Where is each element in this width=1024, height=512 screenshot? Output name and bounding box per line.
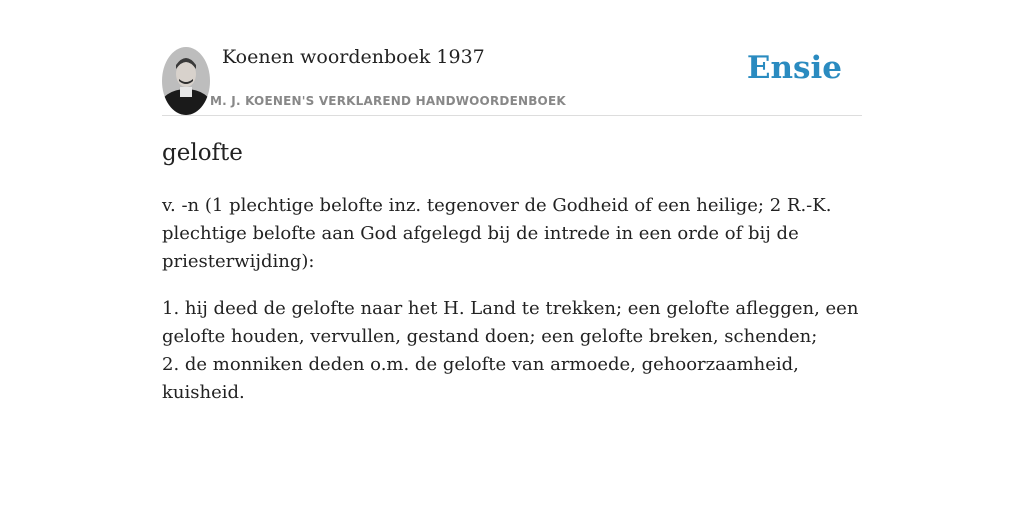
source-title[interactable]: Koenen woordenboek 1937 — [222, 46, 485, 68]
source-header — [162, 0, 862, 116]
portrait-photo-icon — [162, 47, 210, 115]
ensie-logo-link[interactable]: Ensie — [746, 50, 842, 86]
dictionary-page — [162, 0, 862, 512]
source-subtitle: M. J. KOENEN'S VERKLAREND HANDWOORDENBOEK — [210, 94, 566, 108]
definition-text: v. -n (1 plechtige belofte inz. tegenover de Godheid of een heilige; 2 R.-K. plechtige belofte aan God afgelegd bij de intrede in een orde of bij de priesterwijding): — [162, 195, 832, 272]
example-line: 2. de monniken deden o.m. de gelofte van armoede, gehoorzaamheid, kuisheid. — [162, 354, 799, 403]
example-line: 1. hij deed de gelofte naar het H. Land te trekken; een gelofte afleggen, een gelofte houden, vervullen, gestand doen; een gelofte breken, schenden; — [162, 298, 859, 347]
examples-block — [162, 295, 862, 407]
headword: gelofte — [162, 140, 243, 166]
